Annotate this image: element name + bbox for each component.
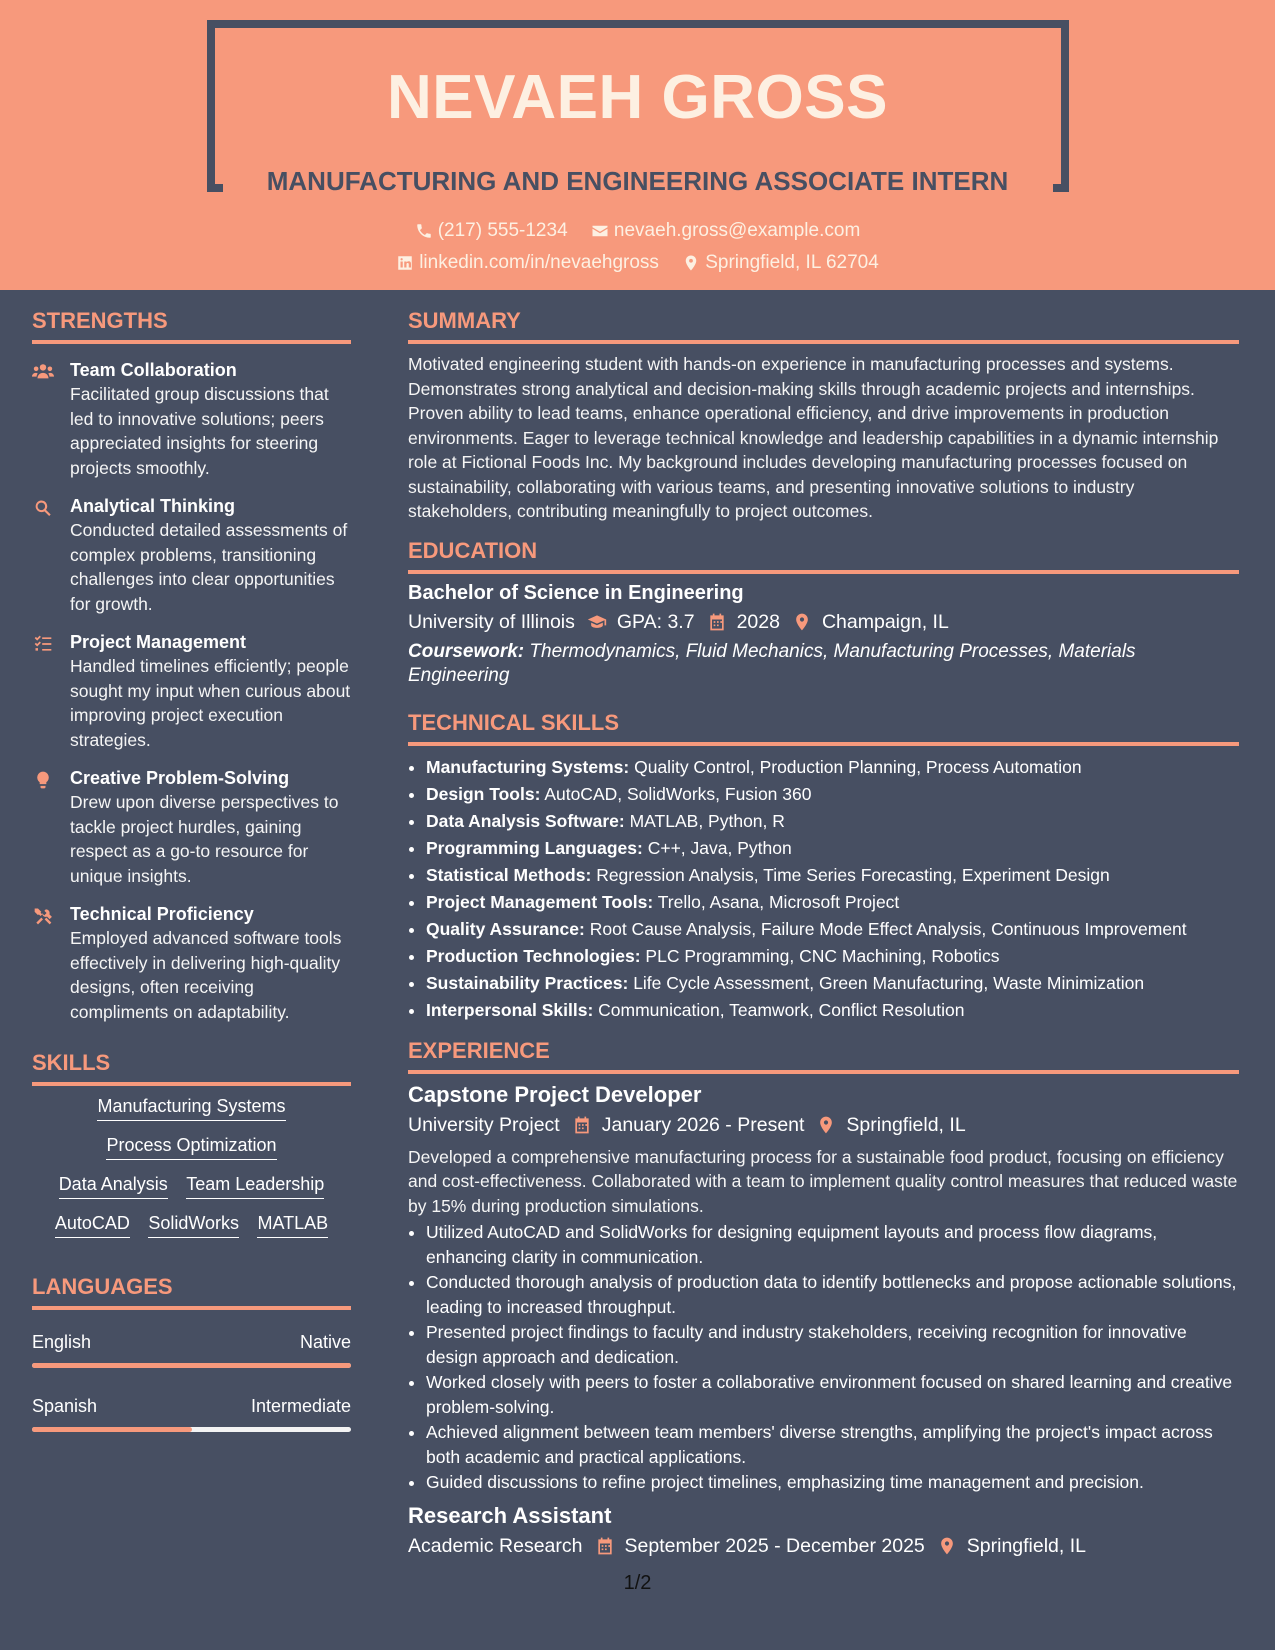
- language-bar: [32, 1427, 351, 1432]
- tools-icon: [32, 906, 54, 926]
- job-org: University Project: [408, 1113, 560, 1136]
- education-degree: Bachelor of Science in Engineering: [408, 581, 744, 604]
- calendar-icon: [572, 1115, 592, 1135]
- language-name: Spanish: [32, 1396, 98, 1416]
- language-item: [32, 1396, 351, 1432]
- skill-tag: AutoCAD: [55, 1213, 130, 1238]
- language-bar-fill: [32, 1427, 192, 1432]
- strength-desc: Facilitated group discussions that led to innovative solutions; peers appreciated insights for steering projects smoothly.: [70, 384, 329, 478]
- strength-title: Project Management: [70, 632, 247, 652]
- tech-skill-label: Quality Assurance:: [426, 918, 585, 939]
- strength-desc: Employed advanced software tools effectively in delivering high-quality designs, often receiving compliments on adaptability.: [70, 928, 342, 1022]
- tech-skill-label: Data Analysis Software:: [426, 810, 625, 831]
- linkedin-text: linkedin.com/in/nevaehgross: [419, 252, 659, 273]
- tech-skill-value: Life Cycle Assessment, Green Manufacturing, Waste Minimization: [633, 972, 1145, 993]
- skill-tag: Process Optimization: [106, 1135, 276, 1160]
- job-location: Springfield, IL: [846, 1113, 966, 1136]
- list-item: [426, 970, 1239, 997]
- list-item: [426, 943, 1239, 970]
- strength-item: [32, 766, 351, 888]
- envelope-icon: [591, 222, 609, 240]
- map-pin-icon: [682, 254, 700, 272]
- skill-tag: MATLAB: [257, 1213, 328, 1238]
- list-item: • Utilized AutoCAD and SolidWorks for designing equipment layouts and process flow diagrams, enhancing clarity in communication.: [426, 1220, 1239, 1269]
- contact-email[interactable]: [591, 220, 860, 242]
- strength-item: [32, 494, 351, 616]
- strength-title: Creative Problem-Solving: [70, 768, 290, 788]
- tech-skill-label: Manufacturing Systems:: [426, 756, 630, 777]
- page-number: 1/2: [623, 1572, 652, 1594]
- list-item: • Achieved alignment between team members' diverse strengths, amplifying the project's impact across both academic and practical applications.: [426, 1420, 1239, 1469]
- list-item: • Guided discussions to refine project timelines, emphasizing time management and precision.: [426, 1470, 1239, 1495]
- strengths-title: STRENGTHS: [32, 308, 351, 344]
- strength-item: [32, 902, 351, 1024]
- job-entry: [408, 1082, 1239, 1495]
- list-item: • Presented project findings to faculty and industry stakeholders, receiving recognition for innovative design approach and dedication.: [426, 1320, 1239, 1369]
- list-item: [426, 781, 1239, 808]
- list-item: [426, 889, 1239, 916]
- contact-linkedin[interactable]: [396, 252, 659, 274]
- job-org: Academic Research: [408, 1534, 583, 1557]
- graduation-cap-icon: [587, 612, 607, 632]
- location-text: Springfield, IL 62704: [705, 252, 879, 273]
- education-meta: [408, 611, 1239, 634]
- job-meta: [408, 1114, 1239, 1137]
- left-column: [32, 290, 351, 1432]
- list-item: • Conducted thorough analysis of production data to identify bottlenecks and propose actionable solutions, leading to increased throughput.: [426, 1270, 1239, 1319]
- technical-skills-list: [408, 754, 1239, 1024]
- users-icon: [32, 362, 54, 382]
- tech-skill-label: Interpersonal Skills:: [426, 999, 594, 1020]
- strength-title: Team Collaboration: [70, 360, 237, 380]
- job-entry: [408, 1503, 1239, 1558]
- job-dates: September 2025 - December 2025: [624, 1534, 925, 1557]
- tech-skill-label: Project Management Tools:: [426, 891, 654, 912]
- skill-tag: Manufacturing Systems: [97, 1096, 285, 1121]
- map-pin-icon: [937, 1536, 957, 1556]
- strength-desc: Conducted detailed assessments of complex problems, transitioning challenges into clear opportunities for growth.: [70, 520, 348, 614]
- job-bullets: [408, 1220, 1239, 1495]
- job-title: Research Assistant: [408, 1502, 612, 1528]
- calendar-icon: [707, 612, 727, 632]
- language-level: Native: [299, 1332, 351, 1352]
- right-column: [408, 290, 1239, 1558]
- strength-desc: Handled timelines efficiently; people sought my input when curious about improving project execution strategies.: [70, 656, 351, 750]
- tech-skill-value: Quality Control, Production Planning, Process Automation: [634, 756, 1082, 777]
- candidate-name: NEVAEH GROSS: [387, 63, 888, 132]
- summary-text: Motivated engineering student with hands-on experience in manufacturing processes and systems. Demonstrates strong analytical and decision-making skills through academic projects and internships. Proven ability to lead teams, enhance operational efficiency, and drive improvements in production environments. Eager to leverage technical knowledge and leadership capabilities in a dynamic internship role at Fictional Foods Inc. My background includes developing manufacturing processes focused on sustainability, collaborating with various teams, and presenting innovative solutions to industry stakeholders, contributing meaningfully to project outcomes.: [408, 354, 1219, 521]
- languages-title: LANGUAGES: [32, 1274, 351, 1310]
- contact-row-2: [0, 252, 1275, 278]
- skill-tag: Data Analysis: [59, 1174, 168, 1199]
- phone-text: (217) 555-1234: [437, 220, 568, 241]
- tech-skill-value: Trello, Asana, Microsoft Project: [657, 891, 900, 912]
- contact-location: [682, 252, 879, 274]
- tech-skill-label: Sustainability Practices:: [426, 972, 629, 993]
- education-school: University of Illinois: [408, 610, 575, 633]
- tech-skill-label: Design Tools:: [426, 783, 541, 804]
- list-item: [426, 754, 1239, 781]
- list-item: [426, 997, 1239, 1024]
- job-meta: [408, 1535, 1239, 1558]
- education-title: EDUCATION: [408, 538, 1239, 574]
- language-level: Intermediate: [250, 1396, 351, 1416]
- list-item: [426, 862, 1239, 889]
- job-title: Capstone Project Developer: [408, 1081, 702, 1107]
- language-bar: [32, 1363, 351, 1368]
- tech-skill-value: Communication, Teamwork, Conflict Resolution: [598, 999, 965, 1020]
- skill-tag: Team Leadership: [186, 1174, 324, 1199]
- tech-skill-label: Statistical Methods:: [426, 864, 592, 885]
- calendar-icon: [595, 1536, 615, 1556]
- skills-list: [32, 1096, 351, 1238]
- phone-icon: [415, 222, 433, 240]
- tech-skill-label: Programming Languages:: [426, 837, 643, 858]
- map-pin-icon: [816, 1115, 836, 1135]
- tech-skill-value: C++, Java, Python: [647, 837, 792, 858]
- tech-skill-value: Regression Analysis, Time Series Forecasting, Experiment Design: [596, 864, 1110, 885]
- language-item: [32, 1332, 351, 1368]
- strength-title: Analytical Thinking: [70, 496, 236, 516]
- job-dates: January 2026 - Present: [601, 1113, 805, 1136]
- education-gpa: GPA: 3.7: [616, 610, 695, 633]
- skills-title: SKILLS: [32, 1050, 351, 1086]
- list-item: [426, 916, 1239, 943]
- checklist-icon: [32, 634, 54, 654]
- coursework-text: Thermodynamics, Fluid Mechanics, Manufacturing Processes, Materials Engineering: [408, 640, 1136, 686]
- contact-phone[interactable]: [415, 220, 568, 242]
- list-item: • Worked closely with peers to foster a collaborative environment focused on shared learning and creative problem-solving.: [426, 1370, 1239, 1419]
- tech-skill-value: AutoCAD, SolidWorks, Fusion 360: [544, 783, 812, 804]
- technical-skills-title: TECHNICAL SKILLS: [408, 710, 1239, 746]
- coursework-label: Coursework:: [408, 640, 525, 662]
- education-year: 2028: [736, 610, 780, 633]
- tech-skill-value: PLC Programming, CNC Machining, Robotics: [645, 945, 1000, 966]
- job-description: Developed a comprehensive manufacturing process for a sustainable food product, focusing on efficiency and cost-effectiveness. Collaborated with a team to implement quality control measures that reduced waste by 15% during production simulations.: [408, 1146, 1238, 1216]
- strength-desc: Drew upon diverse perspectives to tackle project hurdles, gaining respect as a go-to resource for unique insights.: [70, 792, 339, 886]
- education-coursework: [408, 640, 1239, 688]
- job-location: Springfield, IL: [966, 1534, 1087, 1557]
- strength-item: [32, 358, 351, 480]
- contact-row-1: [0, 220, 1275, 246]
- resume-header: [0, 0, 1275, 290]
- lightbulb-icon: [32, 770, 54, 790]
- language-bar-fill: [32, 1363, 351, 1368]
- list-item: [426, 808, 1239, 835]
- strength-title: Technical Proficiency: [70, 904, 254, 924]
- strength-item: [32, 630, 351, 752]
- list-item: [426, 835, 1239, 862]
- search-icon: [32, 498, 54, 518]
- skill-tag: SolidWorks: [148, 1213, 239, 1238]
- tech-skill-label: Production Technologies:: [426, 945, 641, 966]
- email-text: nevaeh.gross@example.com: [613, 220, 861, 241]
- candidate-role: MANUFACTURING AND ENGINEERING ASSOCIATE INTERN: [266, 166, 1009, 196]
- tech-skill-value: Root Cause Analysis, Failure Mode Effect Analysis, Continuous Improvement: [589, 918, 1187, 939]
- education-location: Champaign, IL: [821, 610, 949, 633]
- experience-title: EXPERIENCE: [408, 1038, 1239, 1074]
- language-name: English: [32, 1332, 92, 1352]
- linkedin-icon: [396, 254, 414, 272]
- map-pin-icon: [792, 612, 812, 632]
- summary-title: SUMMARY: [408, 308, 1239, 344]
- tech-skill-value: MATLAB, Python, R: [629, 810, 785, 831]
